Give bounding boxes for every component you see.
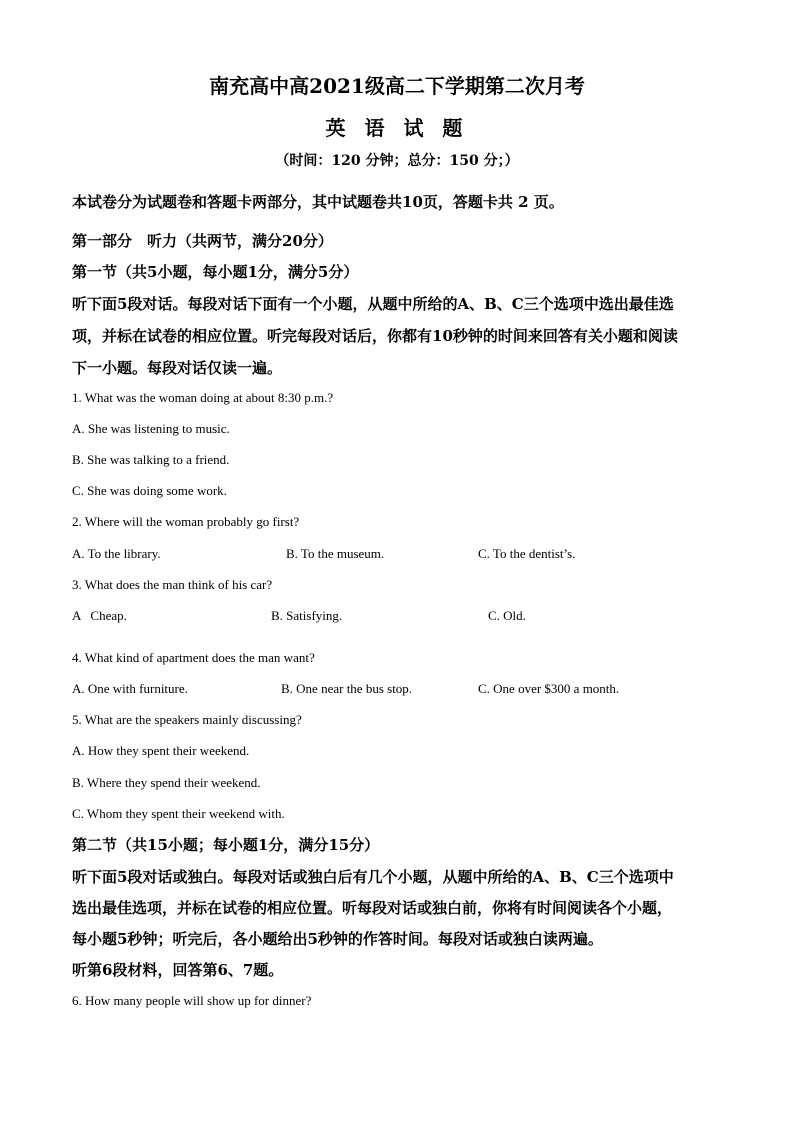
question-1: 1. What was the woman doing at about 8:30 p.m.? <box>72 390 334 405</box>
section1-instruction-line-2: 项，并标在试卷的相应位置。听完每段对话后，你都有10秒钟的时间来回答有关小题和阅读 <box>72 327 678 345</box>
question-5: 5. What are the speakers mainly discussing? <box>72 712 302 727</box>
question-6: 6. How many people will show up for dinner? <box>72 993 312 1008</box>
subject-title: 英 语 试 题 <box>325 116 469 140</box>
question-5-option-b: B. Where they spend their weekend. <box>72 775 261 790</box>
section2-instruction-line-3: 每小题5秒钟；听完后，各小题给出5秒钟的作答时间。每段对话或独白读两遍。 <box>72 930 603 948</box>
question-2: 2. Where will the woman probably go first? <box>72 514 300 529</box>
part1-heading: 第一部分 听力（共两节，满分20分） <box>72 232 333 250</box>
question-4-option-b: B. One near the bus stop. <box>281 681 413 696</box>
question-4-option-a: A. One with furniture. <box>72 681 188 696</box>
section2-instruction-line-2: 选出最佳选项，并标在试卷的相应位置。听每段对话或独白前，你将有时间阅读各个小题， <box>72 899 673 917</box>
exam-title: 南充高中高2021级高二下学期第二次月考 <box>209 74 585 98</box>
question-4: 4. What kind of apartment does the man want? <box>72 650 315 665</box>
question-2-option-a: A. To the library. <box>72 546 161 561</box>
question-3: 3. What does the man think of his car? <box>72 577 273 592</box>
question-3-option-b: B. Satisfying. <box>271 608 343 623</box>
question-2-option-c: C. To the dentist’s. <box>478 546 576 561</box>
question-1-option-a: A. She was listening to music. <box>72 421 230 436</box>
exam-info: （时间：120 分钟；总分：150 分；） <box>275 153 519 169</box>
material-6-heading: 听第6段材料，回答第6、7题。 <box>72 961 284 979</box>
section1-instruction-line-1: 听下面5段对话。每段对话下面有一个小题，从题中所给的A、B、C三个选项中选出最佳选 <box>72 295 674 313</box>
question-4-option-c: C. One over $300 a month. <box>478 681 620 696</box>
section2-instruction-line-1: 听下面5段对话或独白。每段对话或独白后有几个小题，从题中所给的A、B、C三个选项中 <box>72 868 674 886</box>
intro-text: 本试卷分为试题卷和答题卡两部分，其中试题卷共10页，答题卡共 2 页。 <box>72 193 564 211</box>
question-2-option-b: B. To the museum. <box>286 546 385 561</box>
section2-heading: 第二节（共15小题；每小题1分，满分15分） <box>72 836 380 854</box>
question-1-option-b: B. She was talking to a friend. <box>72 452 230 467</box>
section1-heading: 第一节（共5小题，每小题1分，满分5分） <box>72 263 359 281</box>
question-3-option-c: C. Old. <box>488 608 526 623</box>
question-5-option-c: C. Whom they spent their weekend with. <box>72 806 285 821</box>
section1-instruction-line-3: 下一小题。每段对话仅读一遍。 <box>72 359 283 377</box>
question-5-option-a: A. How they spent their weekend. <box>72 743 250 758</box>
question-3-option-a: A Cheap. <box>72 608 127 623</box>
question-1-option-c: C. She was doing some work. <box>72 483 227 498</box>
